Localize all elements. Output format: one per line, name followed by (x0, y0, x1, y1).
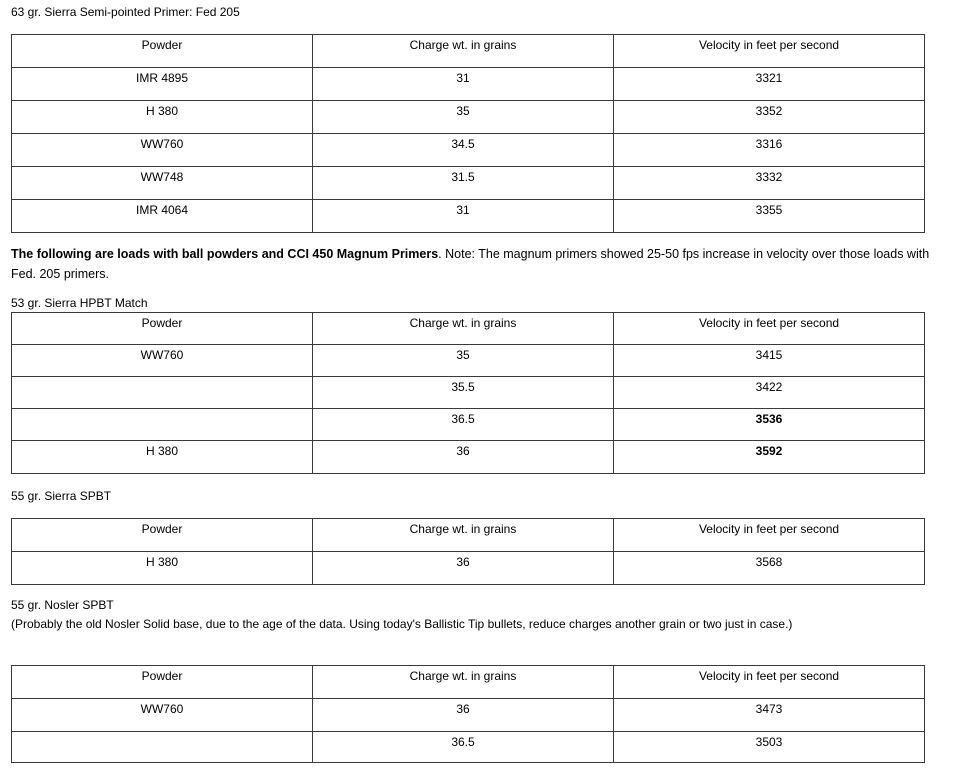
section4-subtitle: (Probably the old Nosler Solid base, due to the age of the data. Using today's Ballistic Tip bullets, reduce charges another grain or two just in case.) (11, 617, 793, 631)
cell-charge: 35 (313, 101, 614, 134)
header-powder: Powder (12, 666, 313, 699)
table-row (12, 441, 925, 474)
cell-charge: 35 (313, 345, 614, 377)
table-header-row (12, 35, 925, 68)
cell-powder (12, 732, 313, 763)
table-row (12, 377, 925, 409)
table-row (12, 345, 925, 377)
cell-charge: 36 (313, 441, 614, 474)
section4-title: 55 gr. Nosler SPBT (11, 598, 114, 612)
table-header-row (12, 519, 925, 552)
cell-charge: 31 (313, 200, 614, 233)
load-table-53gr (11, 312, 925, 474)
cell-velocity: 3536 (614, 409, 925, 441)
cell-powder (12, 409, 313, 441)
header-powder: Powder (12, 519, 313, 552)
cell-powder: WW760 (12, 345, 313, 377)
cell-powder (12, 377, 313, 409)
table-row (12, 409, 925, 441)
section2-title: 53 gr. Sierra HPBT Match (11, 296, 148, 310)
ball-powder-note (11, 244, 931, 284)
header-charge: Charge wt. in grains (313, 519, 614, 552)
cell-powder: WW760 (12, 134, 313, 167)
table-header-row (12, 666, 925, 699)
cell-velocity: 3332 (614, 167, 925, 200)
note-text: . Note: The magnum primers showed 25-50 fps increase in velocity over those loads with Fed. 205 primers. (11, 247, 930, 281)
cell-powder: IMR 4895 (12, 68, 313, 101)
cell-powder: H 380 (12, 552, 313, 585)
table-row (12, 732, 925, 763)
cell-charge: 34.5 (313, 134, 614, 167)
header-velocity: Velocity in feet per second (614, 519, 925, 552)
cell-velocity: 3321 (614, 68, 925, 101)
table-header-row (12, 313, 925, 345)
section1-title: 63 gr. Sierra Semi-pointed Primer: Fed 205 (11, 5, 240, 19)
cell-velocity: 3316 (614, 134, 925, 167)
header-charge: Charge wt. in grains (313, 313, 614, 345)
cell-velocity: 3503 (614, 732, 925, 763)
cell-charge: 36 (313, 552, 614, 585)
cell-velocity: 3415 (614, 345, 925, 377)
load-table-63gr (11, 34, 925, 233)
note-bold-text: The following are loads with ball powders and CCI 450 Magnum Primers (11, 247, 439, 261)
cell-powder: WW748 (12, 167, 313, 200)
cell-charge: 36.5 (313, 732, 614, 763)
cell-charge: 36.5 (313, 409, 614, 441)
cell-charge: 36 (313, 699, 614, 732)
header-powder: Powder (12, 313, 313, 345)
header-velocity: Velocity in feet per second (614, 313, 925, 345)
table-row (12, 101, 925, 134)
section3-title: 55 gr. Sierra SPBT (11, 489, 112, 503)
cell-velocity: 3352 (614, 101, 925, 134)
table-row (12, 68, 925, 101)
cell-charge: 35.5 (313, 377, 614, 409)
table-row (12, 134, 925, 167)
cell-velocity: 3422 (614, 377, 925, 409)
cell-velocity: 3568 (614, 552, 925, 585)
table-row (12, 167, 925, 200)
cell-powder: H 380 (12, 101, 313, 134)
cell-velocity: 3473 (614, 699, 925, 732)
table-row (12, 699, 925, 732)
cell-powder: H 380 (12, 441, 313, 474)
header-powder: Powder (12, 35, 313, 68)
table-row (12, 200, 925, 233)
header-velocity: Velocity in feet per second (614, 666, 925, 699)
cell-velocity: 3592 (614, 441, 925, 474)
header-velocity: Velocity in feet per second (614, 35, 925, 68)
cell-velocity: 3355 (614, 200, 925, 233)
header-charge: Charge wt. in grains (313, 666, 614, 699)
header-charge: Charge wt. in grains (313, 35, 614, 68)
cell-powder: IMR 4064 (12, 200, 313, 233)
table-row (12, 552, 925, 585)
cell-powder: WW760 (12, 699, 313, 732)
load-table-55gr-nosler (11, 665, 925, 763)
cell-charge: 31 (313, 68, 614, 101)
load-table-55gr-sierra (11, 518, 925, 585)
cell-charge: 31.5 (313, 167, 614, 200)
